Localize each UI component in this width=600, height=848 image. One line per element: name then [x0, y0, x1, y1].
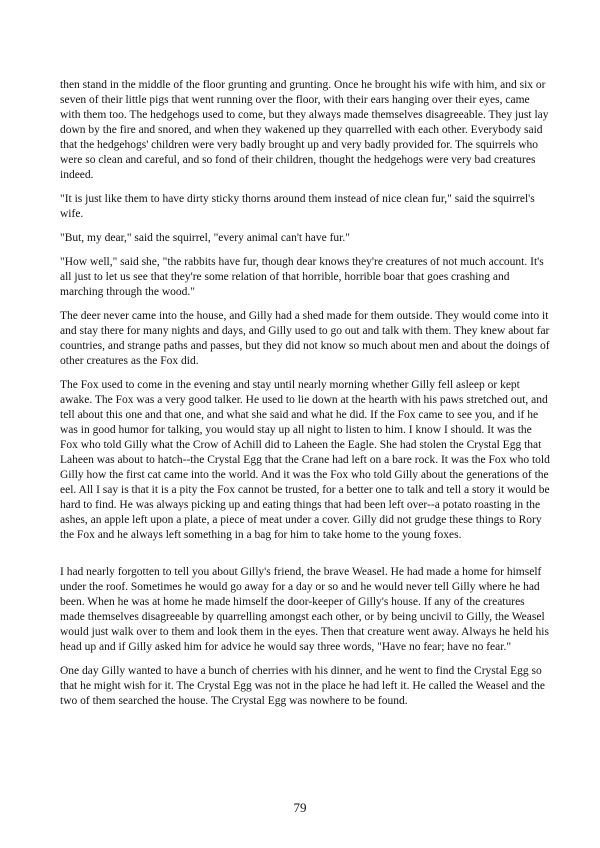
paragraph-3: "But, my dear," said the squirrel, "every animal can't have fur." — [60, 232, 350, 244]
paragraph-4: "How well," said she, "the rabbits have fur, though dear knows they're creatures of not much account. It's all just to let us see that they're some relation of that horrible, horrible boar that goes crashing and marching through the wood." — [60, 256, 544, 298]
paragraph-2: "It is just like them to have dirty sticky thorns around them instead of nice clean fur," said the squirrel's wife. — [60, 193, 535, 220]
body-text — [60, 78, 550, 718]
paragraph-8: One day Gilly wanted to have a bunch of cherries with his dinner, and he went to find the Crystal Egg so that he might wish for it. The Crystal Egg was not in the place he had left it. He called the Weasel and the two of them searched the house. The Crystal Egg was nowhere to be found. — [60, 665, 546, 707]
page-number: 79 — [293, 800, 307, 815]
paragraph-1: then stand in the middle of the floor grunting and grunting. Once he brought his wife with him, and six or seven of their little pigs that went running over the floor, with their ears hanging over their eyes, came with them too. The hedgehogs used to come, but they always made themselves disagreeable. They just lay down by the fire and snored, and when they wakened up they quarrelled with each other. Everybody said that the hedgehogs' children were very badly brought up and very badly provided for. The squirrels who were so clean and careful, and so fond of their children, thought the hedgehogs were very bad creatures indeed. — [60, 79, 549, 181]
paragraph-6: The Fox used to come in the evening and stay until nearly morning whether Gilly fell asleep or kept awake. The Fox was a very good talker. He used to lie down at the hearth with his paws stretched out, and tell about this one and that one, and what she said and what he did. If the Fox came to see you, and if he was in good humor for talking, you would stay up all night to listen to him. I know I should. It was the Fox who told Gilly what the Crow of Achill did to Laheen the Eagle. She had stolen the Crystal Egg that Laheen was about to hatch--the Crystal Egg that the Crane had left on a bare rock. It was the Fox who told Gilly how the first cat came into the world. And it was the Fox who told Gilly about the generations of the eel. All I say is that it is a pity the Fox cannot be trusted, for a better one to talk and tell a story it would be hard to find. He was always picking up and eating things that had been left over--a potato roasting in the ashes, an apple left upon a plate, a piece of meat under a cover. Gilly did not grudge these things to Rory the Fox and he always left something in a bag for him to take home to the young foxes. — [60, 379, 550, 541]
paragraph-7: I had nearly forgotten to tell you about Gilly's friend, the brave Weasel. He had made a home for himself under the roof. Sometimes he would go away for a day or so and he would never tell Gilly where he had been. When he was at home he made himself the door-keeper of Gilly's house. If any of the creatures made themselves disagreeable by quarrelling amongst each other, or by being uncivil to Gilly, the Weasel would just walk over to them and look them in the eyes. Then that creature went away. Always he held his head up and if Gilly asked him for advice he would say three words, "Have no fear; have no fear." — [60, 566, 549, 653]
paragraph-5: The deer never came into the house, and Gilly had a shed made for them outside. They would come into it and stay there for many nights and days, and Gilly used to go out and talk with them. They knew about far countries, and strange paths and passes, but they did not know so much about men and about the doings of other creatures as the Fox did. — [60, 310, 550, 367]
